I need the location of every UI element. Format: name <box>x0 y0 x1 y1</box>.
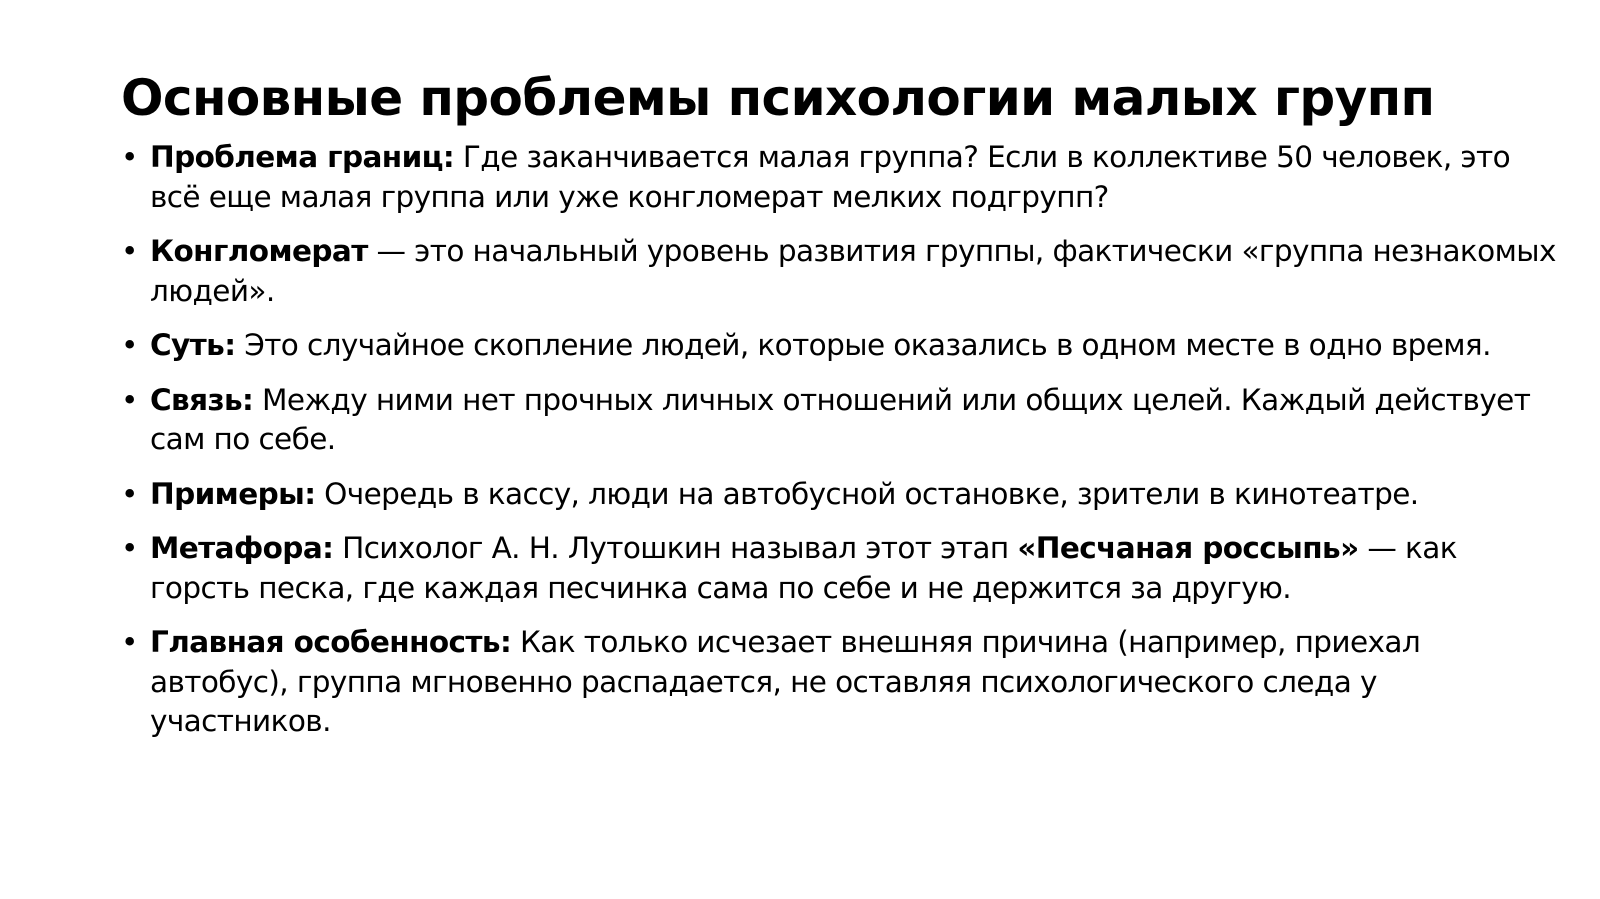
bullet-item-examples <box>121 475 1561 515</box>
bullet-text: Как только исчезает внешняя причина (например, приехал автобус), группа мгновенно распадается, не оставляя психологического следа у участников. <box>150 625 1421 738</box>
bullet-text: Очередь в кассу, люди на автобусной остановке, зрители в кинотеатре. <box>315 476 1419 511</box>
bullet-dot-icon: • <box>121 531 138 565</box>
bullet-dot-icon: • <box>121 140 138 174</box>
bullet-dot-icon: • <box>121 234 138 268</box>
bullet-term: Проблема границ: <box>150 140 455 174</box>
bullet-list <box>121 138 1561 757</box>
bullet-item-metaphor <box>121 529 1561 608</box>
bullet-text: Психолог А. Н. Лутошкин называл этот этап <box>333 531 1018 565</box>
bullet-item-boundaries <box>121 138 1561 217</box>
bullet-item-main-feature <box>121 623 1561 742</box>
bullet-term: Примеры: <box>150 476 316 511</box>
bullet-item-conglomerate <box>121 232 1561 311</box>
bullet-text: — это начальный уровень развития группы, фактически «группа незнакомых людей». <box>150 234 1556 308</box>
bullet-term: Метафора: <box>150 531 334 565</box>
bullet-item-connection <box>121 381 1561 460</box>
bullet-text: Где заканчивается малая группа? Если в коллективе 50 человек, это всё еще малая группа или уже конгломерат мелких подгрупп? <box>150 140 1511 214</box>
bullet-item-essence <box>121 326 1561 366</box>
bullet-term: Главная особенность: <box>150 625 512 659</box>
bullet-term: Связь: <box>150 382 254 417</box>
bullet-highlight: «Песчаная россыпь» <box>1017 531 1359 565</box>
bullet-dot-icon: • <box>121 625 138 659</box>
bullet-dot-icon: • <box>121 476 138 511</box>
bullet-term: Конгломерат <box>150 234 368 268</box>
bullet-text-continued: — как горсть песка, где каждая песчинка сама по себе и не держится за другую. <box>150 531 1457 605</box>
bullet-dot-icon: • <box>121 328 138 362</box>
bullet-term: Суть: <box>150 328 236 362</box>
bullet-text: Это случайное скопление людей, которые оказались в одном месте в одно время. <box>235 328 1491 362</box>
slide-title: Основные проблемы психологии малых групп <box>121 69 1435 127</box>
bullet-text: Между ними нет прочных личных отношений или общих целей. Каждый действует сам по себе. <box>150 382 1531 456</box>
bullet-dot-icon: • <box>121 382 138 417</box>
